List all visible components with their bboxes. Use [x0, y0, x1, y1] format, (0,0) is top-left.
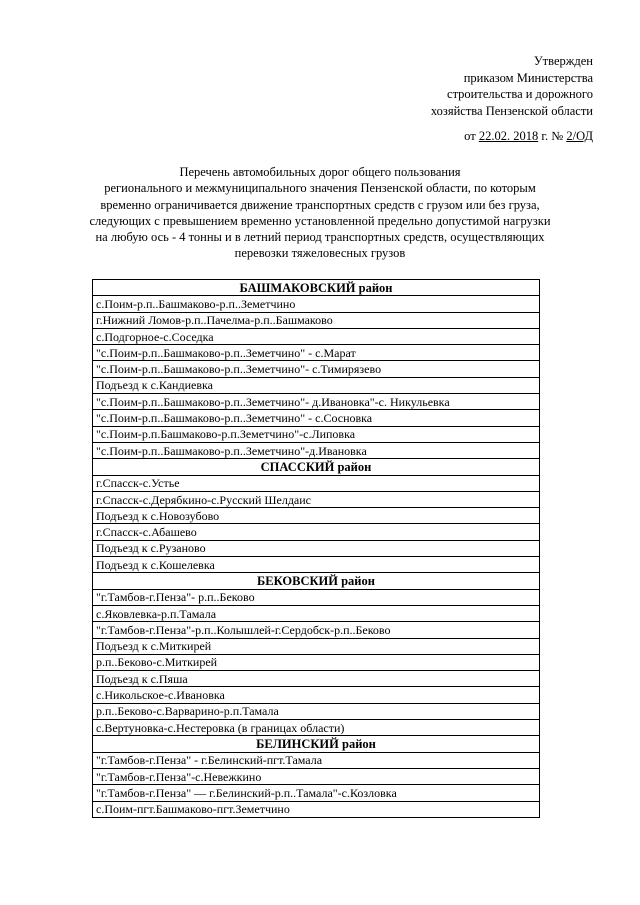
district-name: БАШМАКОВСКИЙ район [93, 280, 540, 296]
road-name: г.Спасск-с.Дерябкино-с.Русский Шелдаис [93, 491, 540, 507]
road-name: г.Спасск-с.Устье [93, 475, 540, 491]
road-name: "г.Тамбов-г.Пенза"-с.Невежкино [93, 768, 540, 784]
table-row [93, 296, 540, 312]
table-row [93, 589, 540, 605]
road-name: с.Вертуновка-с.Нестеровка (в границах области) [93, 720, 540, 736]
table-row [93, 671, 540, 687]
road-name: р.п..Беково-с.Варварино-р.п.Тамала [93, 703, 540, 719]
approval-line: хозяйства Пензенской области [430, 103, 593, 118]
district-row [93, 573, 540, 589]
approval-number: 2/ОД [566, 129, 593, 143]
district-name: СПАССКИЙ район [93, 459, 540, 475]
district-row [93, 459, 540, 475]
road-name: г.Спасск-с.Абашево [93, 524, 540, 540]
road-name: "с.Поим-р.п..Башмаково-р.п..Земетчино"- д.Ивановка"-с. Никульевка [93, 394, 540, 410]
approval-line: строительства и дорожного [447, 87, 593, 101]
table-row [93, 720, 540, 736]
road-name: "с.Поим-р.п..Башмаково-р.п..Земетчино"-д.Ивановка [93, 442, 540, 458]
table-row [93, 312, 540, 328]
road-name: с.Подгорное-с.Соседка [93, 328, 540, 344]
district-name: БЕЛИНСКИЙ район [93, 736, 540, 752]
table-row [93, 394, 540, 410]
table-row [93, 557, 540, 573]
table-row [93, 801, 540, 817]
road-name: с.Поим-р.п..Башмаково-р.п..Земетчино [93, 296, 540, 312]
title-line: временно ограничивается движение транспортных средств с грузом или без груза, [100, 197, 540, 212]
road-name: "г.Тамбов-г.Пенза"-р.п..Колышлей-г.Сердобск-р.п..Беково [93, 622, 540, 638]
table-row [93, 377, 540, 393]
road-name: Подъезд к с.Новозубово [93, 508, 540, 524]
table-row [93, 426, 540, 442]
table-row [93, 540, 540, 556]
road-name: "с.Поим-р.п..Башмаково-р.п..Земетчино" - с.Сосновка [93, 410, 540, 426]
table-row [93, 752, 540, 768]
document-title [80, 164, 560, 262]
district-name: БЕКОВСКИЙ район [93, 573, 540, 589]
road-name: с.Никольское-с.Ивановка [93, 687, 540, 703]
table-row [93, 703, 540, 719]
roads-table [92, 279, 540, 818]
date-mid: г. № [538, 129, 567, 143]
title-line: Перечень автомобильных дорог общего пользования [179, 165, 461, 179]
table-row [93, 654, 540, 670]
title-line: регионального и межмуниципального значения Пензенской области, по которым [104, 181, 536, 196]
road-name: "с.Поим-р.п..Башмаково-р.п..Земетчино" - с.Марат [93, 345, 540, 361]
road-name: "с.Поим-р.п..Башмаково-р.п..Земетчино"- с.Тимирязево [93, 361, 540, 377]
road-name: "с.Поим-р.п.Башмаково-р.п.Земетчино"-с.Липовка [93, 426, 540, 442]
approval-line: приказом Министерства [463, 70, 593, 85]
district-row [93, 280, 540, 296]
table-row [93, 345, 540, 361]
road-name: с.Поим-пгт.Башмаково-пгт.Земетчино [93, 801, 540, 817]
approval-line: Утвержден [533, 54, 593, 68]
table-row [93, 768, 540, 784]
table-row [93, 361, 540, 377]
table-row [93, 442, 540, 458]
road-name: "г.Тамбов-г.Пенза" — г.Белинский-р.п..Тамала"-с.Козловка [93, 785, 540, 801]
road-name: р.п..Беково-с.Миткирей [93, 654, 540, 670]
table-row [93, 524, 540, 540]
table-row [93, 605, 540, 621]
table-row [93, 410, 540, 426]
title-line: следующих с превышением временно установленной предельно допустимой нагрузки [89, 213, 551, 228]
road-name: Подъезд к с.Кандиевка [93, 377, 540, 393]
approval-date-line [333, 128, 593, 145]
table-row [93, 622, 540, 638]
date-prefix: от [464, 129, 479, 143]
road-name: Подъезд к с.Рузаново [93, 540, 540, 556]
title-line: перевозки тяжеловесных грузов [234, 246, 406, 261]
table-row [93, 687, 540, 703]
road-name: Подъезд к с.Миткирей [93, 638, 540, 654]
table-row [93, 638, 540, 654]
title-line: на любую ось - 4 тонны и в летний период транспортных средств, осуществляющих [95, 230, 545, 245]
table-row [93, 508, 540, 524]
road-name: Подъезд к с.Кошелевка [93, 557, 540, 573]
district-row [93, 736, 540, 752]
table-row [93, 475, 540, 491]
road-name: Подъезд к с.Пяша [93, 671, 540, 687]
road-name: "г.Тамбов-г.Пенза"- р.п..Беково [93, 589, 540, 605]
approval-date: 22.02. 2018 [478, 129, 539, 143]
road-name: "г.Тамбов-г.Пенза" - г.Белинский-пгт.Тамала [93, 752, 540, 768]
approval-stamp [333, 53, 593, 145]
road-name: с.Яковлевка-р.п.Тамала [93, 605, 540, 621]
table-row [93, 491, 540, 507]
road-name: г.Нижний Ломов-р.п..Пачелма-р.п..Башмаково [93, 312, 540, 328]
table-row [93, 328, 540, 344]
table-row [93, 785, 540, 801]
